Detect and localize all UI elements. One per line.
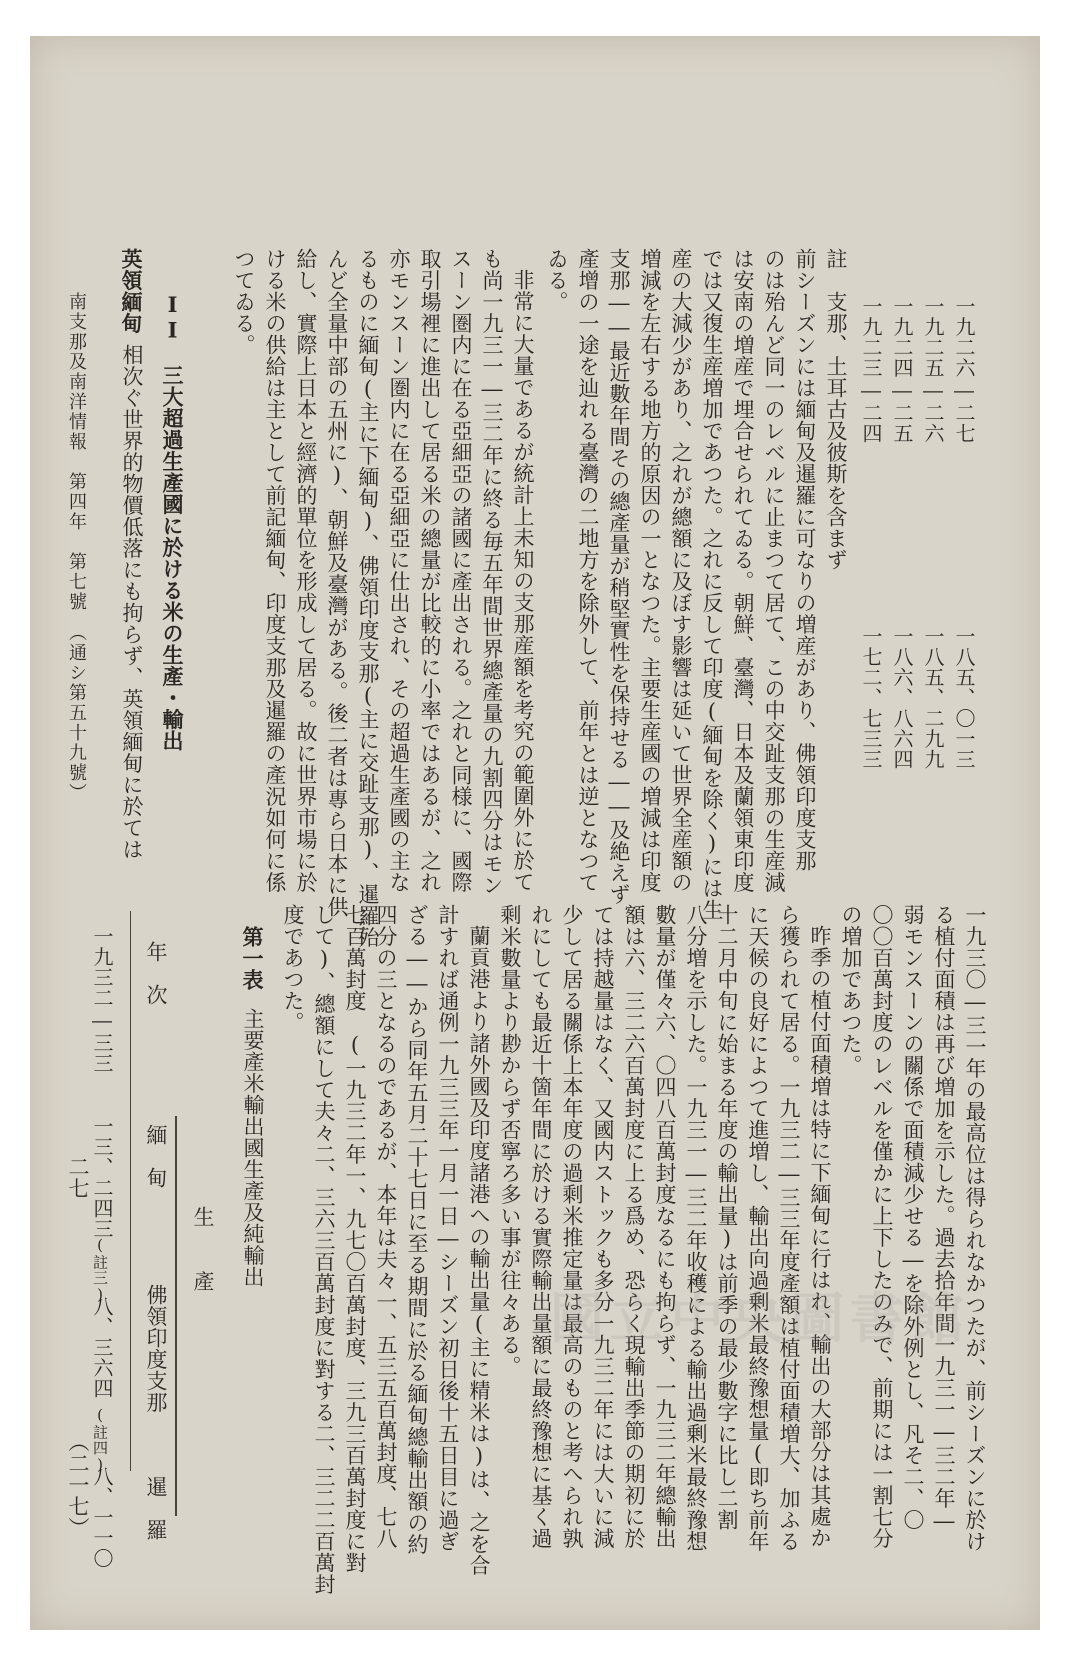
body-line: 昨季の植付面積増は特に下緬甸に行はれ、輸出の大部分は其處か	[808, 925, 832, 1549]
body-line: 八分増を示した。一九三一―三二年收穫による輸出過剰米最終豫想	[684, 904, 708, 1552]
body-line: ら獲られて居る。一九三二―三三年度產額は植付面積増大、加ふる	[777, 904, 801, 1552]
body-line: るものに緬甸(主に下緬甸)、佛領印度支那(主に交趾支那)、暹羅殆	[356, 248, 380, 948]
table-cell-note: (註三)	[91, 1236, 109, 1304]
body-line: 亦モンスーン圏内に在る亞細亞に仕出され、その超過生產國の主な	[387, 248, 411, 893]
table-col-year: 年 次	[144, 941, 168, 1006]
body-line: に天候の良好によつて進増し、輸出向過剰米最終豫想量(即ち前年	[746, 904, 770, 1552]
body-line: 七百萬封度 (一九三二年一、九七〇百萬封度、三九三百萬封度に對	[343, 904, 367, 1574]
page-number-total: （二一七）	[66, 1431, 90, 1539]
body-line: 數量が僅々六、〇四八百萬封度なるにも拘らず、一九三二年總輸出	[653, 904, 677, 1549]
body-line: 十二月中旬に始まる年度の輸出量)は前季の最少數字に比し二割	[715, 904, 739, 1531]
table-rule	[130, 911, 131, 1471]
table-col-siam: 暹 羅	[144, 1476, 168, 1541]
body-line: 〇〇百萬封度のレベルを僅かに上下したのみで、前期には一割七分	[870, 904, 894, 1549]
body-line: れにしても最近十箇年間に於ける實際輸出量額に最終豫想に基く過	[529, 904, 553, 1549]
table-caption: 主要產米輸出國生產及純輸出	[241, 1008, 265, 1288]
table-col-burma: 緬 甸	[144, 1124, 168, 1189]
body-line: ける米の供給は主として前記緬甸、印度支那及暹羅の產況如何に係	[263, 248, 287, 893]
body-line: 非常に大量であるが統計上未知の支那産額を考究の範圍外に於て	[511, 269, 535, 893]
body-line: 前シーズンには緬甸及暹羅に可なりの増産があり、佛領印度支那	[793, 248, 817, 872]
table-group-brace	[175, 1116, 199, 1516]
body-line: では又復生産増加であつた。之れに反して印度(緬甸を除く)には生	[700, 248, 724, 921]
body-line: の増加であつた。	[839, 904, 863, 1076]
table-cell-indochina: 八、三六四	[90, 1296, 114, 1399]
table-col-indochina: 佛領印度支那	[144, 1284, 168, 1413]
body-line: 産の大減少があり、之れが總額に及ぼす影響は延いて世界全産額の	[669, 248, 693, 893]
top-table-year: 一九二四―二五	[890, 296, 914, 444]
body-line: 弱モンスーンの關係で面積減少せる―を除外例とし、凡そ二、〇	[901, 904, 925, 1531]
body-line: のは殆んど同一のレベルに止まつて居て、この中交趾支那の生産減	[762, 248, 786, 893]
table-cell-burma: 一三、二四三	[90, 1116, 114, 1239]
table-cell-year: 一九三二―三三	[90, 926, 114, 1074]
library-watermark: 國立中央圖書館	[550, 1286, 970, 1350]
note-line: 註 支那、土耳古及彼斯を含まず	[824, 248, 848, 571]
table-cell-siam: 八、一一〇	[90, 1466, 114, 1569]
body-line: 產增の一途を辿れる臺灣の二地方を除外して、前年とは逆となつて	[576, 248, 600, 893]
section-sub-heading: 英領緬甸	[119, 248, 144, 334]
body-line: 支那――最近數年間その總產量が稍堅實性を保持せる――及絶えず	[607, 248, 631, 905]
body-line: る植付面積は再び増加を示した。過去拾年間一九三一―三二年―	[932, 904, 956, 1534]
top-table-year: 一九二六―二七	[952, 296, 976, 444]
top-table-value: 一八六、八六四	[890, 626, 914, 770]
body-line: んど全量中部の五州に)、朝鮮及臺灣がある。後二者は專ら日本に供	[325, 248, 349, 918]
body-line: は安南の増産で埋合せられてゐる。朝鮮、臺灣、日本及蘭領東印度	[731, 248, 755, 893]
top-table-value: 一八五、〇一三	[952, 626, 976, 770]
top-table-value: 一七二、七三三	[859, 626, 883, 770]
page-number: 二七	[66, 1156, 90, 1199]
body-line: 度であつた。	[281, 904, 305, 1033]
top-table-year: 一九二五―二六	[921, 296, 945, 444]
table-cell-note: (註四)	[91, 1406, 109, 1474]
body-line: 少して居る關係上本年度の過剩米推定量は最高のものと考へられ孰	[560, 904, 584, 1549]
body-line: 四分の三となるのであるが、本年は夫々一、五三五百萬封度、七八	[374, 904, 398, 1549]
body-line: 給し、實際上日本と經濟的單位を形成して居る。故に世界市場に於	[294, 248, 318, 893]
body-line: 一九三〇―三一年の最高位は得られなかつたが、前シーズンに於け	[963, 904, 987, 1552]
top-table-year: 一九二三―二四	[859, 296, 883, 444]
body-line: 計すれば通例一九三三年一月一日―シーズン初日後十五日目に過ぎ	[436, 904, 460, 1552]
table-label: 第一表	[240, 926, 265, 991]
body-line: して)、總額にして夫々二、三六三百萬封度に對する二、三二二百萬封	[312, 904, 336, 1595]
body-line: 増減を左右する地方的原因の一となつた。主要生産國の増減は印度	[638, 248, 662, 893]
body-line: も尚一九三一―三二年に終る毎五年間世界總產量の九割四分はモン	[480, 248, 504, 896]
body-line: 蘭貢港より諸外國及印度諸港への輸出量(主に精米は)は、之を合	[467, 925, 491, 1576]
body-line: ては持越量はなく、又國内ストックも多分一九三二年には大いに減	[591, 904, 615, 1549]
body-line: 額は六、三二六百萬封度に上る爲め、恐らく現輸出季節の期初に於	[622, 904, 646, 1549]
body-line: ゐる。	[545, 248, 569, 313]
journal-footer: 南支那及南洋情報 第四年 第七號 （通シ第五十九號）	[66, 292, 87, 803]
section-heading: II 三大超過生產國に於ける米の生產・輸出	[160, 292, 185, 752]
body-line: つてゐる。	[232, 248, 256, 356]
body-line: 取引場裡に進出して居る米の總量が比較的に小率ではあるが、之れ	[418, 248, 442, 893]
section-sub-text: 相次ぐ世界的物價低落にも拘らず、英領緬甸に於ては	[120, 344, 144, 860]
body-line: ざる――から同年五月二十七日に至る期間に於る緬甸總輸出額の約	[405, 904, 429, 1555]
body-line: スーン圏内に在る亞細亞の諸國に產出される。之れと同様に、國際	[449, 248, 473, 893]
top-table-value: 一八五、二九九	[921, 626, 945, 770]
table-group-header: 生 產	[191, 1206, 215, 1292]
book-page	[30, 36, 1040, 1630]
body-line: 剩米數量より尠からず否寧ろ多い事が往々ある。	[498, 904, 522, 1377]
